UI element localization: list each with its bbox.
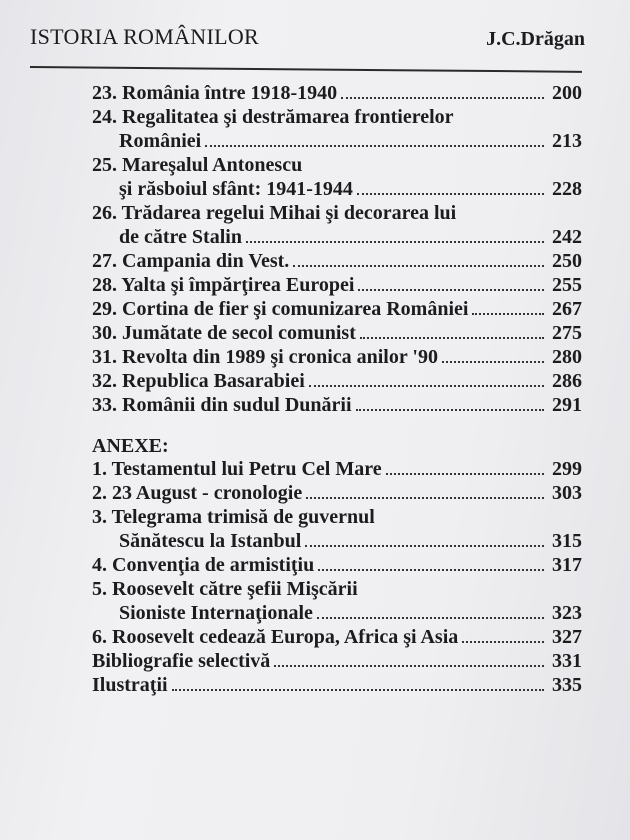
toc-entry	[92, 202, 582, 250]
dot-leader	[293, 265, 544, 267]
page-number: 317	[552, 554, 582, 576]
entry-line	[92, 346, 582, 370]
entry-line	[92, 458, 582, 482]
entry-line	[92, 370, 582, 394]
entry-title: 25. Mareşalul Antonescu	[92, 154, 303, 176]
toc-entry	[92, 346, 582, 370]
page-number: 275	[552, 322, 582, 344]
entry-title: 24. Regalitatea şi destrămarea frontierelor	[92, 106, 454, 128]
annex-entry	[92, 554, 582, 578]
page-number: 291	[552, 394, 582, 416]
entry-title: 3. Telegrama trimisă de guvernul	[92, 506, 375, 528]
entry-title: Bibliografie selectivă	[92, 650, 271, 672]
entry-title: 23. România între 1918-1940	[92, 82, 338, 104]
page-number: 255	[552, 274, 582, 296]
entry-title: 2. 23 August - cronologie	[92, 482, 303, 504]
toc-entry	[92, 370, 582, 394]
page-number: 323	[552, 602, 582, 624]
entry-title: şi răsboiul sfânt: 1941-1944	[119, 178, 353, 200]
entry-title: 29. Cortina de fier şi comunizarea României	[92, 298, 469, 320]
page-number: 315	[552, 530, 582, 552]
dot-leader	[305, 545, 544, 547]
entry-title: Sioniste Internaţionale	[119, 602, 313, 624]
toc-entry	[92, 82, 582, 106]
entry-line	[92, 554, 582, 578]
annex-entry	[92, 506, 582, 554]
dot-leader	[358, 289, 544, 291]
dot-leader	[205, 145, 544, 147]
annex-entry	[92, 674, 582, 698]
book-title: ISTORIA ROMÂNILOR	[30, 24, 259, 49]
toc-entry	[92, 250, 582, 274]
dot-leader	[462, 641, 544, 643]
entry-line	[92, 274, 582, 298]
entry-line	[92, 226, 582, 250]
entry-line	[92, 298, 582, 322]
dot-leader	[341, 97, 544, 99]
entry-line	[92, 154, 582, 178]
page-number: 331	[552, 650, 582, 672]
dot-leader	[246, 241, 544, 243]
entry-title: României	[119, 130, 202, 152]
entry-line	[92, 674, 582, 698]
entry-title: 26. Trădarea regelui Mihai şi decorarea lui	[92, 202, 457, 224]
page-number: 327	[552, 626, 582, 648]
page-number: 242	[552, 226, 582, 248]
entry-title: 30. Jumătate de secol comunist	[92, 322, 356, 344]
dot-leader	[309, 385, 544, 387]
entry-title: 33. Românii din sudul Dunării	[92, 394, 352, 416]
entry-line	[92, 506, 582, 530]
entry-title: 27. Campania din Vest.	[92, 250, 290, 272]
dot-leader	[356, 409, 544, 411]
dot-leader	[317, 617, 544, 619]
entry-title: 4. Convenţia de armistiţiu	[92, 554, 315, 576]
dot-leader	[472, 313, 544, 315]
entry-line	[92, 626, 582, 650]
entry-line	[92, 482, 582, 506]
entry-title: 5. Roosevelt către şefii Mişcării	[92, 578, 358, 600]
page-number: 200	[552, 82, 582, 104]
dot-leader	[442, 361, 544, 363]
page-header	[30, 18, 585, 70]
page-number: 335	[552, 674, 582, 696]
page-number: 280	[552, 346, 582, 368]
page-number: 286	[552, 370, 582, 392]
dot-leader	[360, 337, 544, 339]
dot-leader	[306, 497, 544, 499]
chapter-list	[92, 82, 582, 418]
entry-line	[92, 578, 582, 602]
dot-leader	[172, 689, 544, 691]
annex-entry	[92, 650, 582, 674]
dot-leader	[274, 665, 544, 667]
annex-heading: ANEXE:	[92, 435, 169, 457]
entry-title: 28. Yalta şi împărţirea Europei	[92, 274, 355, 296]
entry-line	[92, 650, 582, 674]
entry-title: de către Stalin	[119, 226, 242, 248]
dot-leader	[357, 193, 544, 195]
toc-entry	[92, 394, 582, 418]
toc-entry	[92, 298, 582, 322]
entry-title: Sănătescu la Istanbul	[119, 530, 302, 552]
annex-entry	[92, 626, 582, 650]
entry-title: 1. Testamentul lui Petru Cel Mare	[92, 458, 382, 480]
entry-line	[92, 178, 582, 202]
entry-title: 32. Republica Basarabiei	[92, 370, 305, 392]
annex-entry	[92, 578, 582, 626]
toc-entry	[92, 106, 582, 154]
entry-line	[92, 322, 582, 346]
dot-leader	[386, 473, 544, 475]
entry-line	[92, 106, 582, 130]
entry-title: 31. Revolta din 1989 şi cronica anilor '90	[92, 346, 438, 368]
entry-line	[92, 530, 582, 554]
entry-line	[92, 82, 582, 106]
annex-list	[92, 458, 582, 698]
annex-entry	[92, 482, 582, 506]
section-gap	[92, 418, 582, 434]
page-number: 228	[552, 178, 582, 200]
book-author: J.C.Drăgan	[486, 28, 585, 50]
entry-title: Ilustraţii	[92, 674, 168, 696]
entry-line	[92, 602, 582, 626]
entry-line	[92, 250, 582, 274]
annex-entry	[92, 458, 582, 482]
toc-entry	[92, 322, 582, 346]
page-number: 267	[552, 298, 582, 320]
entry-line	[92, 130, 582, 154]
entry-title: 6. Roosevelt cedează Europa, Africa şi Asia	[92, 626, 459, 648]
page-number: 213	[552, 130, 582, 152]
table-of-contents	[92, 82, 582, 698]
entry-line	[92, 394, 582, 418]
toc-entry	[92, 154, 582, 202]
page-number: 299	[552, 458, 582, 480]
toc-entry	[92, 274, 582, 298]
page-number: 303	[552, 482, 582, 504]
dot-leader	[318, 569, 544, 571]
entry-line	[92, 202, 582, 226]
page-number: 250	[552, 250, 582, 272]
